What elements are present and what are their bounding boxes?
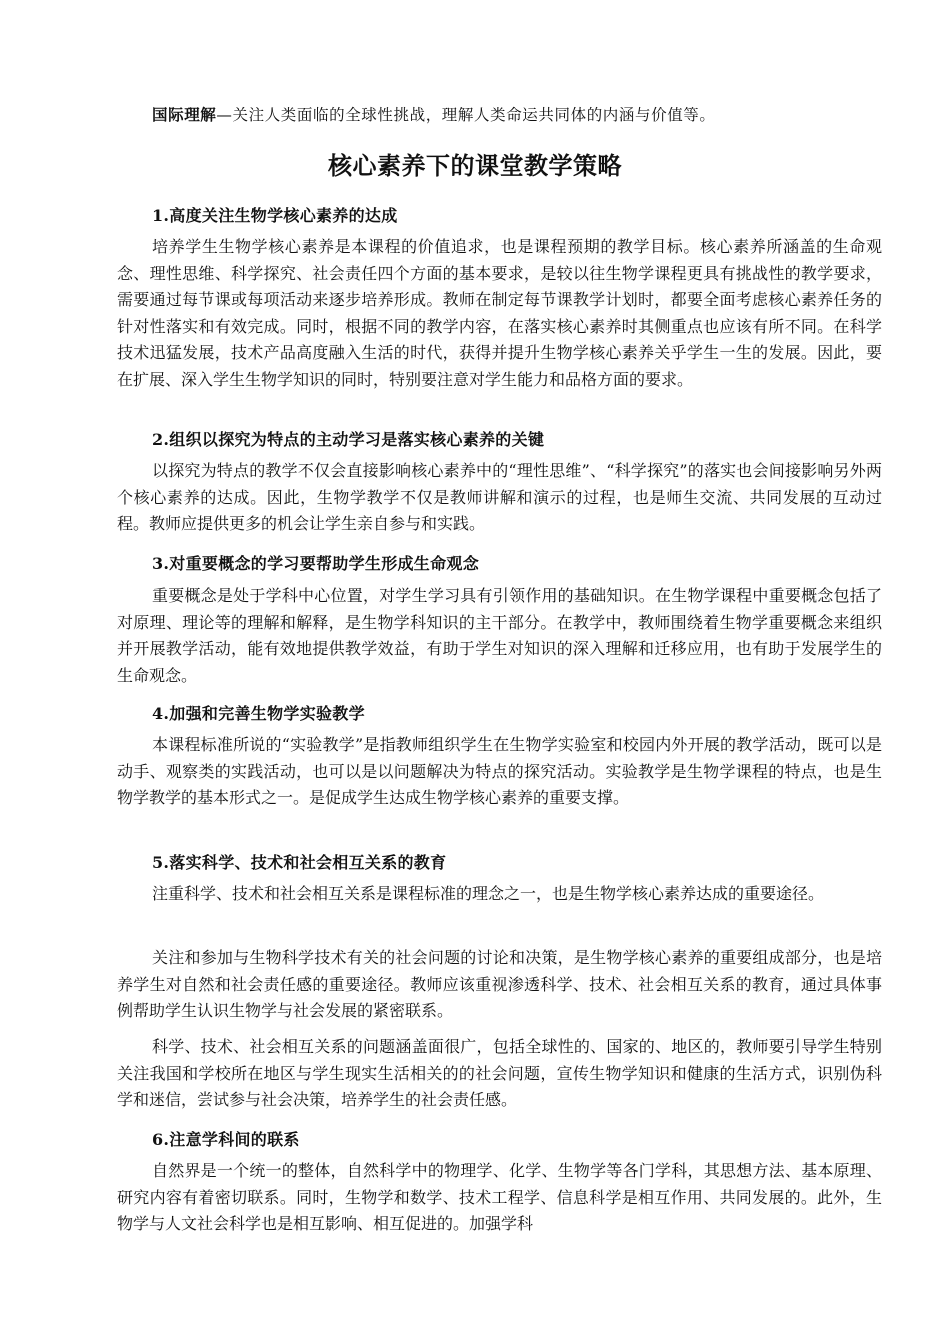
section-heading: 3.对重要概念的学习要帮助学生形成生命观念 [152, 554, 480, 573]
page-title: 核心素养下的课堂教学策略 [328, 152, 622, 180]
section-heading: 5.落实科学、技术和社会相互关系的教育 [152, 853, 447, 872]
section-heading: 4.加强和完善生物学实验教学 [152, 704, 365, 723]
section-paragraph: 关注和参加与生物科学技术有关的社会问题的讨论和决策，是生物学核心素养的重要组成部分，也是培养学生对自然和社会责任感的重要途径。教师应该重视渗透科学、技术、社会相互关系的教育，通过具体事例帮助学生认识生物学与社会发展的紧密联系。 [117, 948, 882, 1021]
intro-line [152, 103, 716, 125]
section-paragraph: 重要概念是处于学科中心位置，对学生学习具有引领作用的基础知识。在生物学课程中重要概念包括了对原理、理论等的理解和解释，是生物学科知识的主干部分。在教学中，教师围绕着生物学重要概念来组织并开展教学活动，能有效地提供教学效益，有助于学生对知识的深入理解和迁移应用，也有助于发展学生的生命观念。 [117, 586, 882, 685]
section-paragraph: 科学、技术、社会相互关系的问题涵盖面很广，包括全球性的、国家的、地区的，教师要引导学生特别关注我国和学校所在地区与学生现实生活相关的的社会问题，宣传生物学知识和健康的生活方式，识别伪科学和迷信，尝试参与社会决策，培养学生的社会责任感。 [117, 1037, 882, 1110]
section-heading: 2.组织以探究为特点的主动学习是落实核心素养的关键 [152, 430, 545, 449]
section-paragraph: 以探究为特点的教学不仅会直接影响核心素养中的“理性思维”、“科学探究”的落实也会间接影响另外两个核心素养的达成。因此，生物学教学不仅是教师讲解和演示的过程，也是师生交流、共同发展的互动过程。教师应提供更多的机会让学生亲自参与和实践。 [117, 461, 882, 534]
section-paragraph: 培养学生生物学核心素养是本课程的价值追求，也是课程预期的教学目标。核心素养所涵盖的生命观念、理性思维、科学探究、社会责任四个方面的基本要求，是较以往生物学课程更具有挑战性的教学要求，需要通过每节课或每项活动来逐步培养形成。教师在制定每节课教学计划时，都要全面考虑核心素养任务的针对性落实和有效完成。同时，根据不同的教学内容，在落实核心素养时其侧重点也应该有所不同。在科学技术迅猛发展，技术产品高度融入生活的时代，获得并提升生物学核心素养关乎学生一生的发展。因此，要在扩展、深入学生生物学知识的同时，特别要注意对学生能力和品格方面的要求。 [117, 237, 882, 389]
section-paragraph: 自然界是一个统一的整体，自然科学中的物理学、化学、生物学等各门学科，其思想方法、基本原理、研究内容有着密切联系。同时，生物学和数学、技术工程学、信息科学是相互作用、共同发展的。此外，生物学与人文社会科学也是相互影响、相互促进的。加强学科 [117, 1161, 882, 1234]
section-paragraph: 本课程标准所说的“实验教学”是指教师组织学生在生物学实验室和校园内外开展的教学活动，既可以是动手、观察类的实践活动，也可以是以问题解决为特点的探究活动。实验教学是生物学课程的特点，也是生物学教学的基本形式之一。是促成学生达成生物学核心素养的重要支撑。 [117, 735, 882, 808]
section-heading: 1.高度关注生物学核心素养的达成 [152, 206, 398, 225]
section-paragraph: 注重科学、技术和社会相互关系是课程标准的理念之一，也是生物学核心素养达成的重要途径。 [152, 884, 825, 903]
section-heading: 6.注意学科间的联系 [152, 1130, 300, 1149]
intro-term: 国际理解 [152, 105, 217, 124]
intro-text: —关注人类面临的全球性挑战，理解人类命运共同体的内涵与价值等。 [216, 106, 716, 124]
